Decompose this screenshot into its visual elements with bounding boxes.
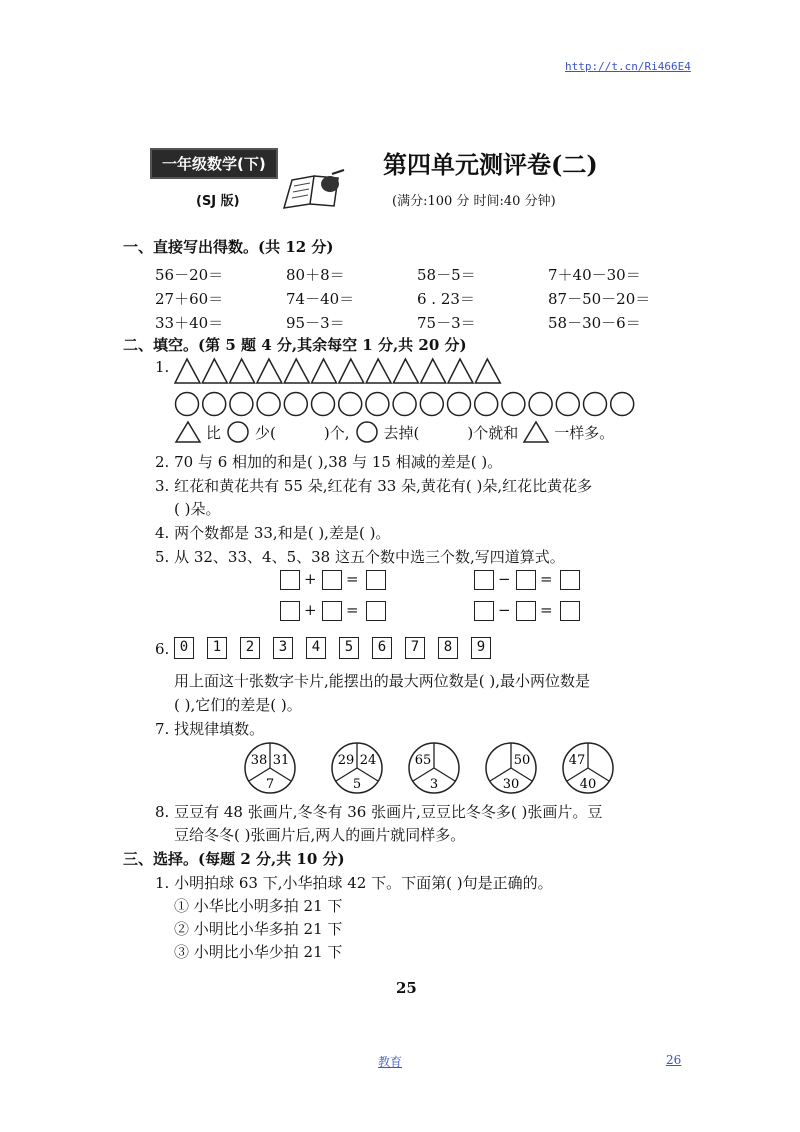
answer-box[interactable] [366,601,386,621]
footer-link[interactable]: 教育 [378,1055,403,1069]
digit-card: 0 [174,637,194,659]
arith-cell: 7＋40－30＝ [548,266,641,284]
arith-cell: 58－30－6＝ [548,314,641,332]
q1-text: 比 [206,423,222,442]
circle-shape [584,393,607,416]
circle-shape [284,393,307,416]
wheel-number: 47 [568,753,586,768]
choice-option-2[interactable]: ② 小明比小华多拍 21 下 [174,920,343,938]
circle-shape [529,393,552,416]
number-wheel [324,740,390,796]
answer-box[interactable] [280,570,300,590]
triangle-shape [366,359,391,383]
q2-text: 2. 70 与 6 相加的和是( ),38 与 15 相减的差是( )。 [155,453,503,471]
exam-meta: (满分:100 分 时间:40 分钟) [392,194,556,209]
page-number: 25 [396,979,417,997]
page-title: 第四单元测评卷(二) [383,150,598,179]
source-url-link[interactable]: http://t.cn/Ri466E4 [565,60,691,73]
arith-cell: 87－50－20＝ [548,290,651,308]
wheel-number: 3 [429,777,439,792]
triangle-shape [202,359,227,383]
q1-text: )个, [323,423,350,442]
digit-card: 8 [438,637,458,659]
triangle-icon [174,420,202,444]
digit-card: 3 [273,637,293,659]
circle-shape [475,393,498,416]
triangle-shape [448,359,473,383]
choice-option-3[interactable]: ③ 小明比小华少拍 21 下 [174,943,343,961]
circle-shape [420,393,443,416]
triangle-shape [175,359,200,383]
circle-shape [502,393,525,416]
triangle-row [174,357,504,385]
digit-card: 9 [471,637,491,659]
q1-text: 去掉( [383,423,420,442]
wheel-number: 5 [352,777,362,792]
section-2-heading: 二、填空。(第 5 题 4 分,其余每空 1 分,共 20 分) [123,336,467,354]
q1-text: 少( [255,423,276,442]
q7-text: 7. 找规律填数。 [155,720,265,738]
answer-box[interactable] [322,601,342,621]
circle-shape [230,393,253,416]
answer-box[interactable] [516,570,536,590]
arith-cell: 95－3＝ [286,314,345,332]
wheel-number: 24 [359,753,377,768]
answer-box[interactable] [322,570,342,590]
arith-cell: 80＋8＝ [286,266,345,284]
minus-sign: − [498,601,511,619]
number-wheel [478,740,544,796]
circle-shape [556,393,579,416]
wheel-number: 7 [265,777,275,792]
equals-sign: = [346,570,359,588]
wheel-number: 50 [513,753,531,768]
wheel-number: 29 [337,753,355,768]
arith-cell: 33＋40＝ [155,314,224,332]
wheel-number: 40 [579,777,597,792]
plus-sign: + [304,601,317,619]
wheel-number: 38 [250,753,268,768]
circle-icon [225,420,251,444]
circle-icon [354,420,380,444]
circle-shape [339,393,362,416]
choice-option-1[interactable]: ① 小华比小明多拍 21 下 [174,897,343,915]
circle-shape [257,393,280,416]
arith-cell: 75－3＝ [417,314,476,332]
book-illustration [280,168,350,216]
circle-shape [393,393,416,416]
answer-box[interactable] [474,601,494,621]
circle-shape [176,393,199,416]
q6-text-line1: 用上面这十张数字卡片,能摆出的最大两位数是( ),最小两位数是 [174,672,591,690]
digit-card: 5 [339,637,359,659]
minus-sign: − [498,570,511,588]
q1-sentence [174,420,614,444]
equals-sign: = [346,601,359,619]
q3-text-line1: 3. 红花和黄花共有 55 朵,红花有 33 朵,黄花有( )朵,红花比黄花多 [155,477,593,495]
wheel-number: 65 [414,753,432,768]
triangle-shape [284,359,309,383]
circle-shape [203,393,226,416]
triangle-shape [230,359,255,383]
q1-number: 1. [155,358,170,376]
number-wheel [401,740,467,796]
answer-box[interactable] [474,570,494,590]
grade-badge: 一年级数学(下) [150,148,278,179]
arith-cell: 27＋60＝ [155,290,224,308]
section-1-heading: 一、直接写出得数。(共 12 分) [123,238,334,256]
equals-sign: = [540,601,553,619]
circle-shape [611,393,634,416]
answer-box[interactable] [280,601,300,621]
circle-shape [448,393,471,416]
triangle-shape [421,359,446,383]
triangle-shape [339,359,364,383]
triangle-shape [257,359,282,383]
footer-page-link[interactable]: 26 [666,1053,682,1067]
q8-text-line1: 8. 豆豆有 48 张画片,冬冬有 36 张画片,豆豆比冬冬多( )张画片。豆 [155,803,603,821]
circle-row [174,390,646,418]
arith-cell: 74－40＝ [286,290,355,308]
arith-cell: 6 . 23＝ [417,290,475,308]
digit-card: 4 [306,637,326,659]
edition-label: (SJ 版) [196,194,240,209]
q6-number: 6. [155,640,170,658]
triangle-shape [393,359,418,383]
wheel-number: 31 [272,753,290,768]
section-3-heading: 三、选择。(每题 2 分,共 10 分) [123,850,345,868]
number-wheel [237,740,303,796]
equals-sign: = [540,570,553,588]
q3-text-line2: ( )朵。 [174,500,221,518]
plus-sign: + [304,570,317,588]
triangle-shape [312,359,337,383]
answer-box[interactable] [560,570,580,590]
circle-shape [366,393,389,416]
q8-text-line2: 豆给冬冬( )张画片后,两人的画片就同样多。 [174,826,466,844]
wheel-number: 30 [502,777,520,792]
digit-card: 1 [207,637,227,659]
answer-box[interactable] [516,601,536,621]
q1-text: )个就和 [467,423,519,442]
triangle-shape [475,359,500,383]
q5-text: 5. 从 32、33、4、5、38 这五个数中选三个数,写四道算式。 [155,548,565,566]
answer-box[interactable] [560,601,580,621]
s3-q1-text: 1. 小明拍球 63 下,小华拍球 42 下。下面第( )句是正确的。 [155,874,553,892]
q4-text: 4. 两个数都是 33,和是( ),差是( )。 [155,524,391,542]
arith-cell: 56－20＝ [155,266,224,284]
q1-text: 一样多。 [554,423,615,442]
digit-card: 2 [240,637,260,659]
digit-card: 6 [372,637,392,659]
q6-text-line2: ( ),它们的差是( )。 [174,696,302,714]
digit-card: 7 [405,637,425,659]
number-wheel [555,740,621,796]
triangle-icon [522,420,550,444]
answer-box[interactable] [366,570,386,590]
arith-cell: 58－5＝ [417,266,476,284]
circle-shape [312,393,335,416]
